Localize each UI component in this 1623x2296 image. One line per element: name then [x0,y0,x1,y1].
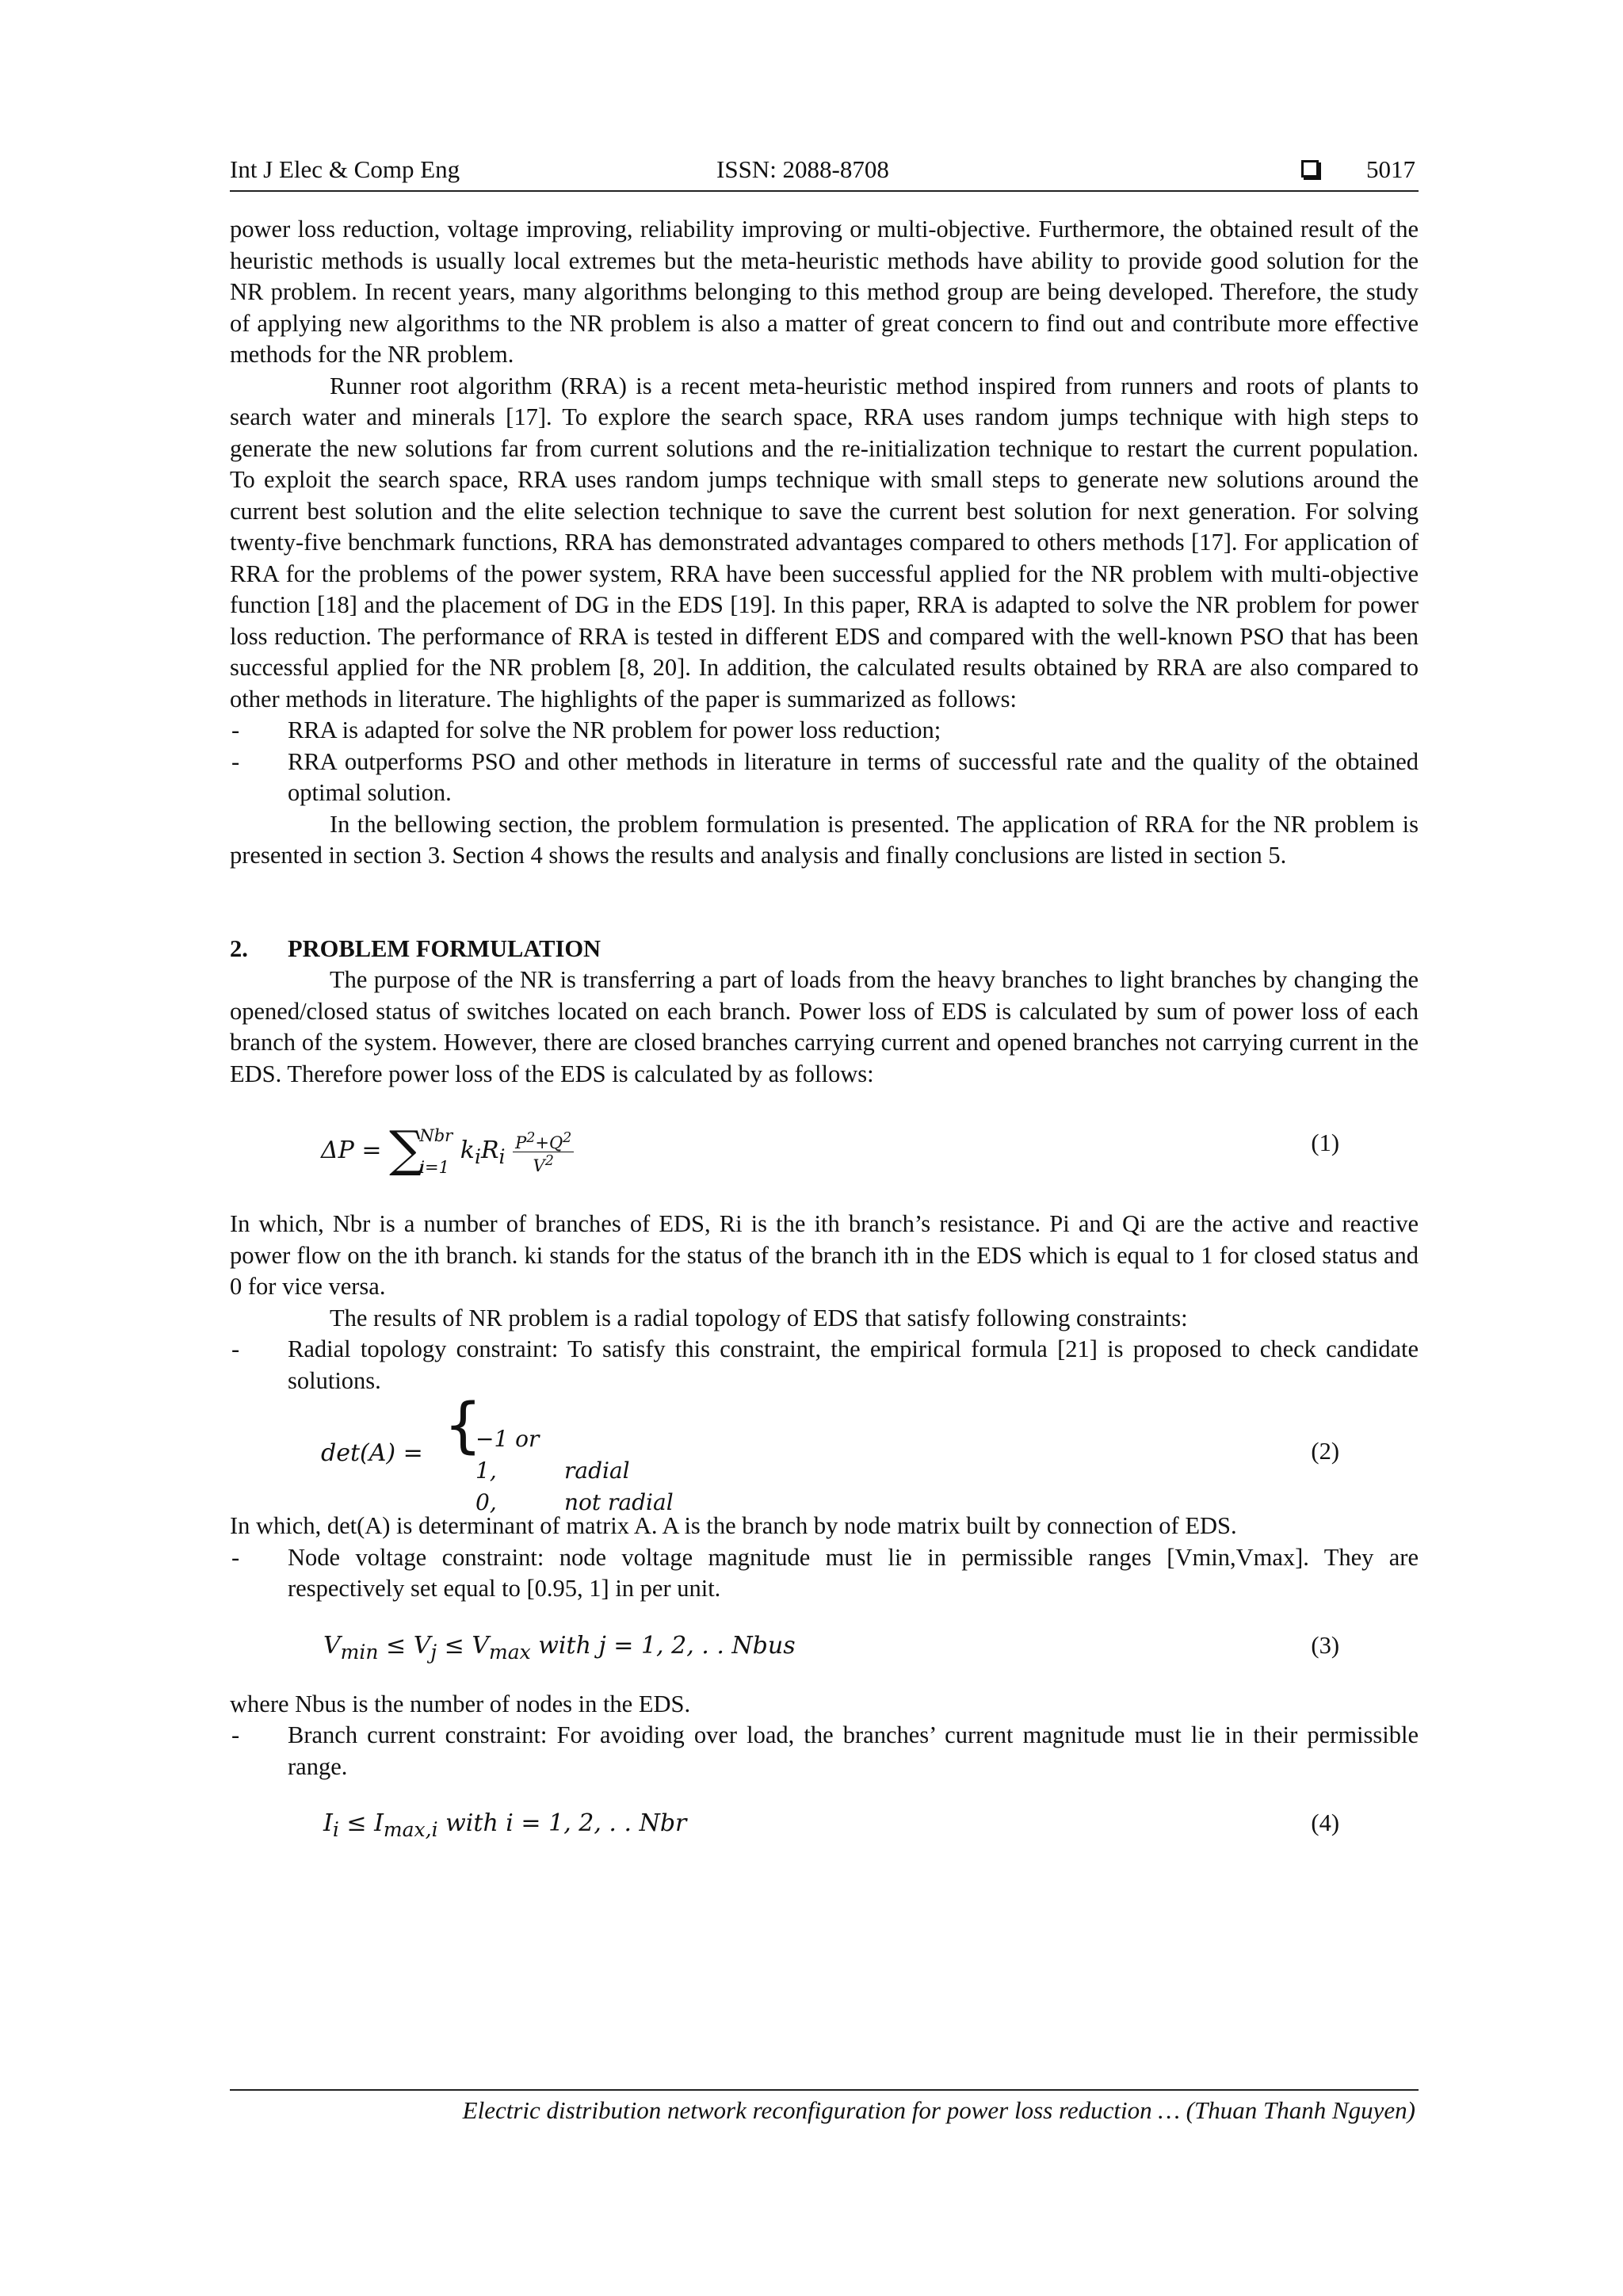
bullet-dash: - [231,1335,240,1362]
sum-lower: i=1 [419,1158,450,1177]
eq4-max-i: max,i [383,1818,438,1841]
equation-2-cases [436,1389,911,1515]
brace-symbol: { [444,1389,483,1460]
case-1-value: −1 or 1, [475,1426,540,1484]
paragraph: The purpose of the NR is transferring a part of loads from the heavy branches to light branches by changing the opened/closed status of switches located on each branch. Power loss of EDS is calculated by sum of power loss of each branch of the system. However, there are closed branches carrying current and opened branches not carrying current in the EDS. Therefore power loss of the EDS is calculated by as follows: [230,966,1419,1087]
bullet-item [230,1720,1419,1782]
eq1-R: R [480,1137,499,1164]
bullet-item [230,747,1419,809]
eq3-j: j [430,1640,437,1664]
equation-number: (1) [1311,1129,1339,1156]
frac-denominator [513,1152,574,1175]
eq4-tail: with i = 1, 2, . . Nbr [437,1809,687,1837]
equation-number: (2) [1311,1438,1339,1465]
bullet-text: Node voltage constraint: node voltage magnitude must lie in permissible ranges [Vmin,Vmax]. They are respectively set equal to [0.95, 1] in per unit. [288,1543,1419,1602]
eq1-k: k [460,1137,475,1164]
frac-sq: 2 [563,1129,572,1146]
sum-upper: Nbr [419,1126,453,1145]
sum-symbol: ∑ [389,1120,425,1178]
equation-1 [230,1109,1419,1191]
paragraph: power loss reduction, voltage improving, reliability improving or multi-objective. Furthermore, the obtained result of the heuristic methods is usually local extremes but the meta-heuristic methods have ability to provide good solution for the NR problem. In recent years, many algorithms belonging to this method group are being developed. Therefore, the study of applying new algorithms to the NR problem is also a matter of great concern to find out and contribute more effective methods for the NR problem. [230,216,1419,368]
bullet-dash: - [231,747,240,775]
paragraph: In which, Nbr is a number of branches of EDS, Ri is the ith branch’s resistance. Pi and Qi are the active and reactive power flow on the ith branch. ki stands for the status of the branch ith in the EDS which is equal to 1 for closed status and 0 for vice versa. [230,1210,1419,1300]
eq3-tail: with j = 1, 2, . . Nbus [530,1631,796,1660]
section-title: PROBLEM FORMULATION [288,934,601,962]
equation-4 [230,1800,1419,1852]
section-number: 2. [230,934,248,962]
equation-2-math [321,1438,423,1469]
eq4-sub-i: i [332,1818,339,1841]
equation-number: (4) [1311,1809,1339,1836]
cases-block [475,1423,674,1519]
paragraph: In which, det(A) is determinant of matrix A. A is the branch by node matrix built by connection of EDS. [230,1512,1237,1539]
eq3-min: min [340,1640,379,1664]
frac-plus-q: +Q [535,1133,563,1152]
case-2-value: 0, [475,1489,497,1515]
eq3-le2: ≤ V [437,1631,489,1660]
equation-3 [230,1622,1419,1675]
eq1-sub: i [474,1145,481,1168]
footer-rule [230,2089,1419,2091]
running-footer: Electric distribution network reconfiguration for power loss reduction … (Thuan Thanh Nguyen) [462,2096,1415,2124]
bullet-text: Branch current constraint: For avoiding over load, the branches’ current magnitude must lie in their permissible range. [288,1721,1419,1780]
section-heading [230,934,1419,965]
paragraph: Runner root algorithm (RRA) is a recent meta-heuristic method inspired from runners and roots of plants to search water and minerals [17]. To explore the search space, RRA uses random jumps technique with high steps to generate the new solutions far from current solutions and the re-initialization technique to restart the current population. To exploit the search space, RRA uses random jumps technique with small steps to generate new solutions around the current best solution and the elite selection technique to save the current best solution for next generation. For solving twenty-five benchmark functions, RRA has demonstrated advantages compared to others methods [17]. For application of RRA for the problems of the power system, RRA have been successful applied for the NR problem with multi-objective function [18] and the placement of DG in the EDS [19]. In this paper, RRA is adapted to solve the NR problem for power loss reduction. The performance of RRA is tested in different EDS and compared with the well-known PSO that has been successful applied for the NR problem [8, 20]. In addition, the calculated results obtained by RRA are also compared to other methods in literature. The highlights of the paper is summarized as follows: [230,372,1419,712]
frac-sq: 2 [544,1152,554,1169]
eq4-le: ≤ I [338,1809,384,1837]
bullet-dash: - [231,716,240,743]
eq4-i: I [323,1809,333,1837]
body-text [230,214,1419,1852]
case-1-label: radial [564,1457,630,1484]
case-2-label: not radial [564,1489,674,1515]
bullet-dash: - [231,1543,240,1571]
frac-numerator [513,1129,574,1152]
bullet-text: Radial topology constraint: To satisfy this constraint, the empirical formula [21] is proposed to check candidate solutions. [288,1335,1419,1394]
frac-sq: 2 [526,1129,536,1146]
eq3-max: max [489,1640,531,1664]
bullet-item [230,715,1419,747]
eq2-lhs: det(A) = [321,1439,423,1467]
paragraph: In the bellowing section, the problem formulation is presented. The application of RRA for the NR problem is presented in section 3. Section 4 shows the results and analysis and finally conclusions are listed in section 5. [230,810,1419,869]
equation-1-math [321,1120,574,1183]
equation-4-math [323,1808,686,1846]
eq1-term [460,1137,506,1168]
eq1-sub: i [498,1145,506,1168]
eq3-le: ≤ V [378,1631,431,1660]
bullet-item [230,1542,1419,1605]
page-number: 5017 [1366,155,1415,183]
frac-v: V [533,1156,545,1175]
running-header [230,152,1419,192]
paragraph: where Nbus is the number of nodes in the EDS. [230,1690,691,1717]
case-1 [475,1423,674,1487]
eq1-fraction [513,1129,574,1175]
eq3-v: V [323,1631,341,1660]
bullet-text: RRA is adapted for solve the NR problem for power loss reduction; [288,716,941,743]
bullet-item [230,1334,1419,1396]
sum-limits [419,1120,453,1183]
equation-2 [230,1389,1419,1515]
equation-number: (3) [1311,1631,1339,1659]
journal-name: Int J Elec & Comp Eng [230,155,460,183]
paragraph: The results of NR problem is a radial topology of EDS that satisfy following constraints: [330,1304,1188,1331]
eq1-lhs: ΔP = [321,1137,382,1164]
issn: ISSN: 2088-8708 [716,155,889,183]
case-2 [475,1487,674,1519]
bullet-text: RRA outperforms PSO and other methods in literature in terms of successful rate and the quality of the obtained optimal solution. [288,747,1419,806]
bullet-dash: - [231,1721,240,1748]
equation-3-math [323,1630,796,1668]
square-icon [1301,160,1319,178]
frac-p: P [515,1133,527,1152]
